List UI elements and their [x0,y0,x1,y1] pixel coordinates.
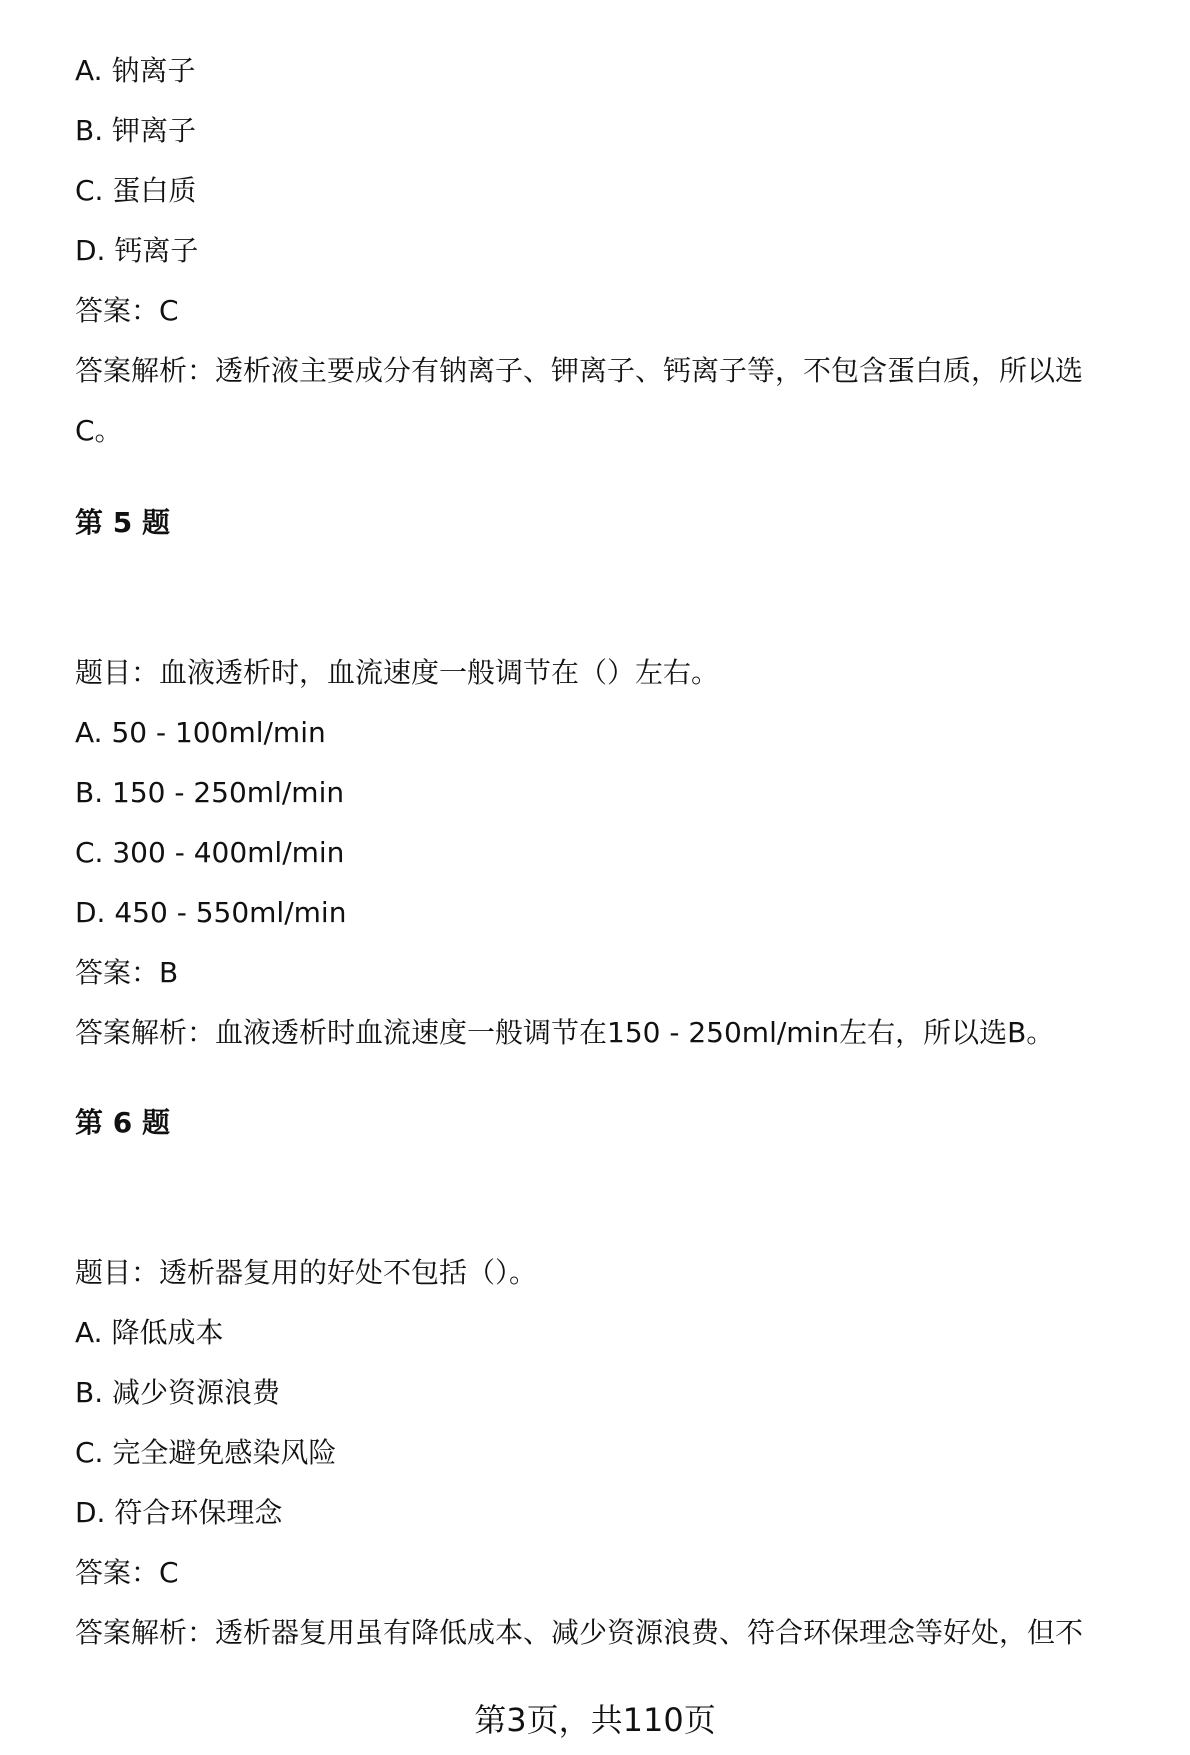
page-number-footer: 第3页，共110页 [474,1701,716,1739]
question-6-heading: 第 6 题 [75,1106,170,1139]
question-6-stem: 题目：透析器复用的好处不包括（）。 [75,1256,538,1289]
question-5-option-c: C. 300 - 400ml/min [75,836,345,869]
question-5-option-d: D. 450 - 550ml/min [75,896,347,929]
question-5-answer: 答案：B [75,956,179,989]
question-5-heading: 第 5 题 [75,506,170,539]
question-5-option-b: B. 150 - 250ml/min [75,776,345,809]
prev-explanation-line1: 答案解析：透析液主要成分有钠离子、钾离子、钙离子等，不包含蛋白质，所以选 [75,354,1084,387]
prev-option-a: A. 钠离子 [75,54,196,87]
question-6-option-d: D. 符合环保理念 [75,1496,283,1529]
question-6-answer: 答案：C [75,1556,179,1589]
prev-option-b: B. 钾离子 [75,114,197,147]
question-6-option-b: B. 减少资源浪费 [75,1376,281,1409]
question-5-explanation: 答案解析：血液透析时血流速度一般调节在150 - 250ml/min左右，所以选B。 [75,1016,1055,1049]
prev-option-c: C. 蛋白质 [75,174,197,207]
question-6-explanation-line1: 答案解析：透析器复用虽有降低成本、减少资源浪费、符合环保理念等好处，但不 [75,1616,1084,1649]
question-5-option-a: A. 50 - 100ml/min [75,716,326,749]
question-5-stem: 题目：血液透析时，血流速度一般调节在（）左右。 [75,656,720,689]
prev-answer: 答案：C [75,294,179,327]
question-6-option-a: A. 降低成本 [75,1316,224,1349]
prev-explanation-line2: C。 [75,414,123,447]
question-6-option-c: C. 完全避免感染风险 [75,1436,337,1469]
prev-option-d: D. 钙离子 [75,234,199,267]
